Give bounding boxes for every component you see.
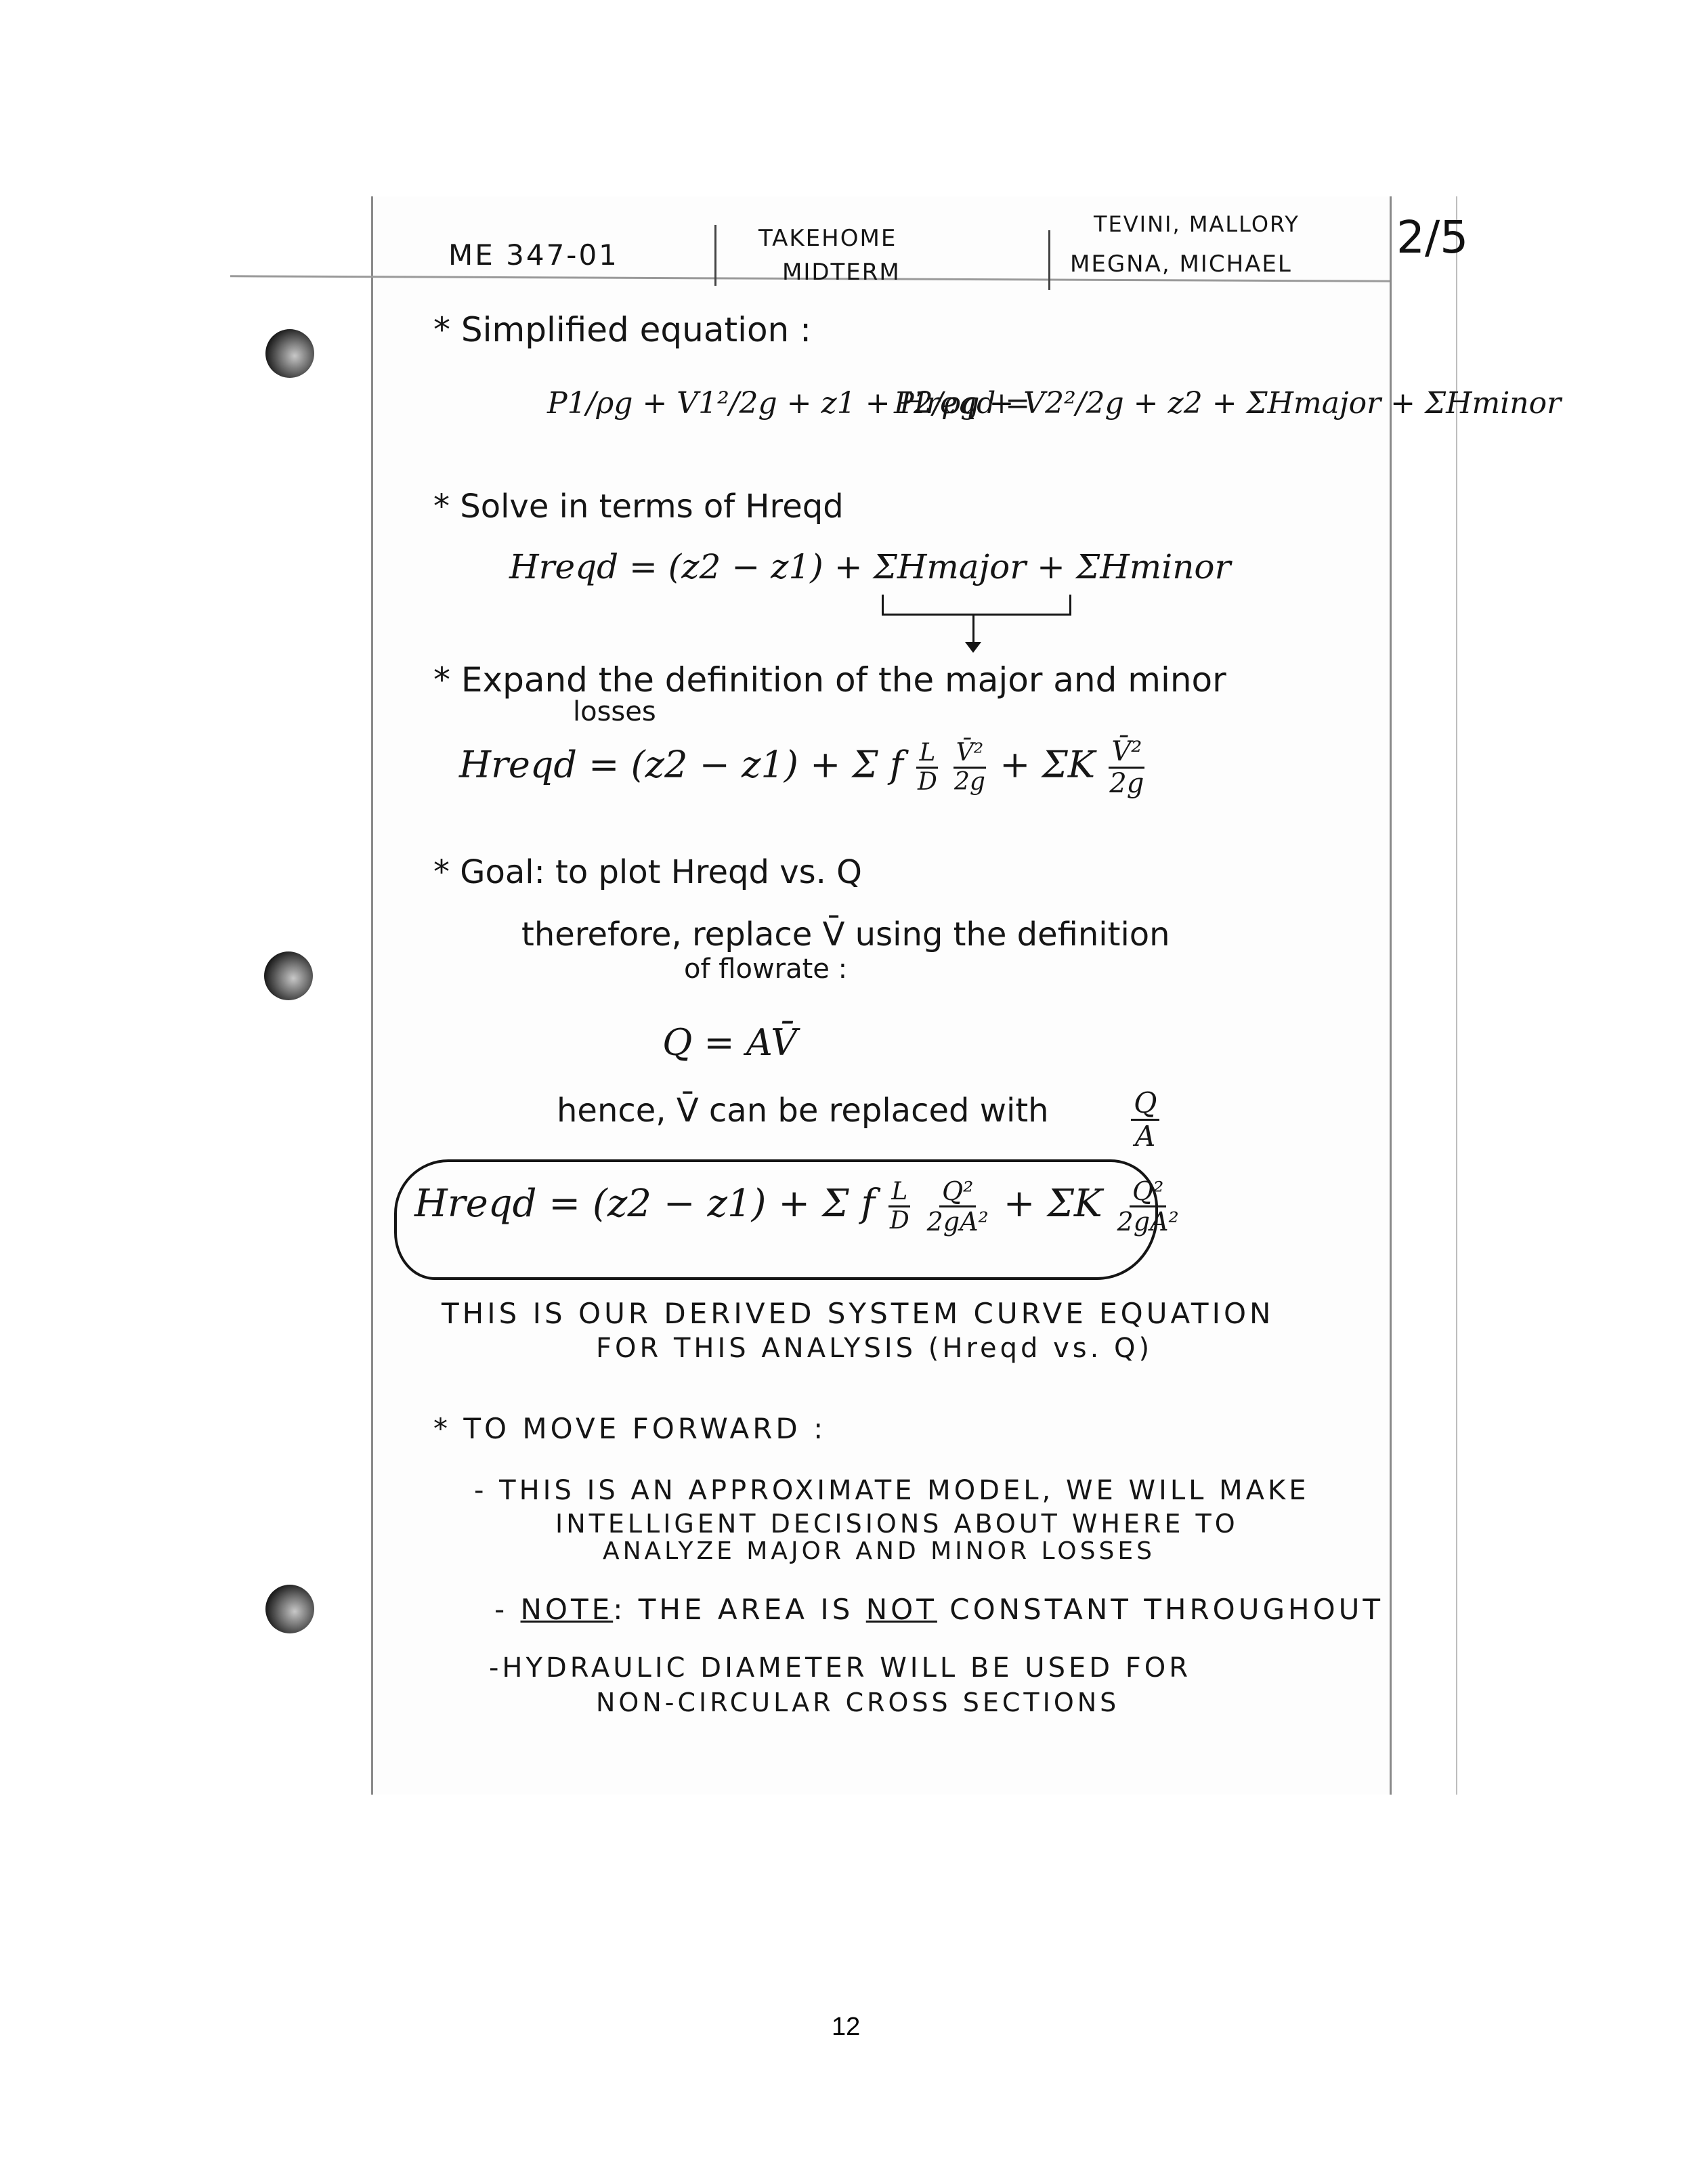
heading-goal: * Goal: to plot Hreqd vs. Q xyxy=(433,853,862,891)
heading-solve: * Solve in terms of Hreqd xyxy=(433,488,844,526)
equation-final-part-b: + ΣK xyxy=(1003,1182,1115,1226)
heading-expand: * Expand the definition of the major and minor xyxy=(433,660,1226,700)
hence-fraction xyxy=(1131,1086,1159,1153)
fraction-numerator: Q² xyxy=(1130,1178,1166,1207)
bullet-2 xyxy=(494,1593,1384,1626)
fraction-numerator: V̄² xyxy=(1109,738,1144,769)
fraction-denominator: A xyxy=(1135,1119,1156,1153)
goal-line-2: therefore, replace V̄ using the definition xyxy=(521,916,1170,954)
sheet-edge-line xyxy=(1456,196,1457,1795)
equation-simplified-right: P2/ρg + V2²/2g + z2 + ΣHmajor + ΣHminor xyxy=(894,386,1562,421)
title-line-1: TAKEHOME xyxy=(758,225,897,252)
fraction-numerator: L xyxy=(888,1180,910,1207)
underbrace xyxy=(882,595,1071,616)
course-code: ME 347-01 xyxy=(448,238,619,272)
fraction-numerator: V̄² xyxy=(953,741,986,769)
fraction-Q2-over-2gA2 xyxy=(924,1178,991,1235)
equation-expanded-part-b: + ΣK xyxy=(1000,743,1107,786)
fraction-denominator: 2g xyxy=(1109,768,1144,799)
fraction-V2-over-2g xyxy=(951,741,988,794)
fraction-V2-over-2g-minor xyxy=(1107,738,1146,797)
equation-expanded-part-a: Hreqd = (z2 − z1) + Σ f xyxy=(459,743,915,786)
fraction-Q-over-A xyxy=(1131,1086,1159,1153)
binder-hole-bottom xyxy=(265,1585,314,1633)
equation-final xyxy=(414,1178,1182,1235)
fraction-numerator: Q xyxy=(1131,1089,1159,1121)
header-separator-2 xyxy=(1048,230,1050,290)
heading-expand-losses: losses xyxy=(573,696,656,727)
fraction-numerator: Q² xyxy=(939,1178,976,1207)
equation-solve: Hreqd = (z2 − z1) + ΣHmajor + ΣHminor xyxy=(509,547,1231,586)
equation-simplified-left: P1/ρg + V1²/2g + z1 + Hreqd = xyxy=(547,386,1031,421)
heading-simplified: * Simplified equation : xyxy=(433,310,811,349)
fraction-L-over-D xyxy=(915,741,940,794)
bullet-1-line-3: ANALYZE MAJOR AND MINOR LOSSES xyxy=(603,1537,1155,1565)
derived-line-1: THIS IS OUR DERIVED SYSTEM CURVE EQUATION xyxy=(442,1297,1274,1330)
author-1: TEVINI, MALLORY xyxy=(1094,211,1300,237)
page-number: 12 xyxy=(832,2013,861,2041)
author-2: MEGNA, MICHAEL xyxy=(1070,251,1292,278)
header-separator-1 xyxy=(714,225,716,286)
fraction-denominator: D xyxy=(917,768,937,796)
right-margin-line xyxy=(1390,196,1392,1795)
bullet-2-text-a: : THE AREA IS xyxy=(613,1593,866,1626)
bullet-2-not: NOT xyxy=(865,1593,937,1626)
title-line-2: MIDTERM xyxy=(782,259,901,286)
equation-expanded xyxy=(459,738,1146,797)
bullet-1-line-1: - THIS IS AN APPROXIMATE MODEL, WE WILL MAKE xyxy=(474,1475,1310,1506)
fraction-Q2-over-2gA2-minor xyxy=(1115,1178,1182,1235)
fraction-numerator: L xyxy=(916,741,938,769)
bullet-3-line-2: NON-CIRCULAR CROSS SECTIONS xyxy=(596,1688,1120,1717)
binder-hole-middle xyxy=(264,951,313,1000)
hence-text: hence, V̄ can be replaced with xyxy=(557,1092,1049,1130)
heading-forward: * TO MOVE FORWARD : xyxy=(433,1412,827,1445)
score-mark: 2/5 xyxy=(1396,211,1469,263)
bullet-2-prefix: - xyxy=(494,1593,521,1626)
bullet-1-line-2: INTELLIGENT DECISIONS ABOUT WHERE TO xyxy=(555,1509,1239,1539)
derived-line-2: FOR THIS ANALYSIS (Hreqd vs. Q) xyxy=(596,1333,1153,1364)
bullet-2-note: NOTE xyxy=(520,1593,614,1626)
goal-line-3: of flowrate : xyxy=(684,954,848,985)
bullet-3-line-1: -HYDRAULIC DIAMETER WILL BE USED FOR xyxy=(489,1652,1192,1684)
fraction-denominator: 2gA² xyxy=(1117,1207,1179,1237)
fraction-denominator: D xyxy=(889,1207,909,1235)
down-arrow-icon xyxy=(972,615,974,649)
fraction-L-over-D xyxy=(887,1180,912,1233)
bullet-2-text-b: CONSTANT THROUGHOUT xyxy=(937,1593,1384,1626)
binder-hole-top xyxy=(265,329,314,378)
fraction-denominator: 2g xyxy=(954,768,985,796)
left-margin-line xyxy=(371,196,373,1795)
fraction-denominator: 2gA² xyxy=(926,1207,989,1237)
equation-final-part-a: Hreqd = (z2 − z1) + Σ f xyxy=(414,1182,887,1226)
equation-flowrate: Q = AV̄ xyxy=(662,1021,798,1064)
